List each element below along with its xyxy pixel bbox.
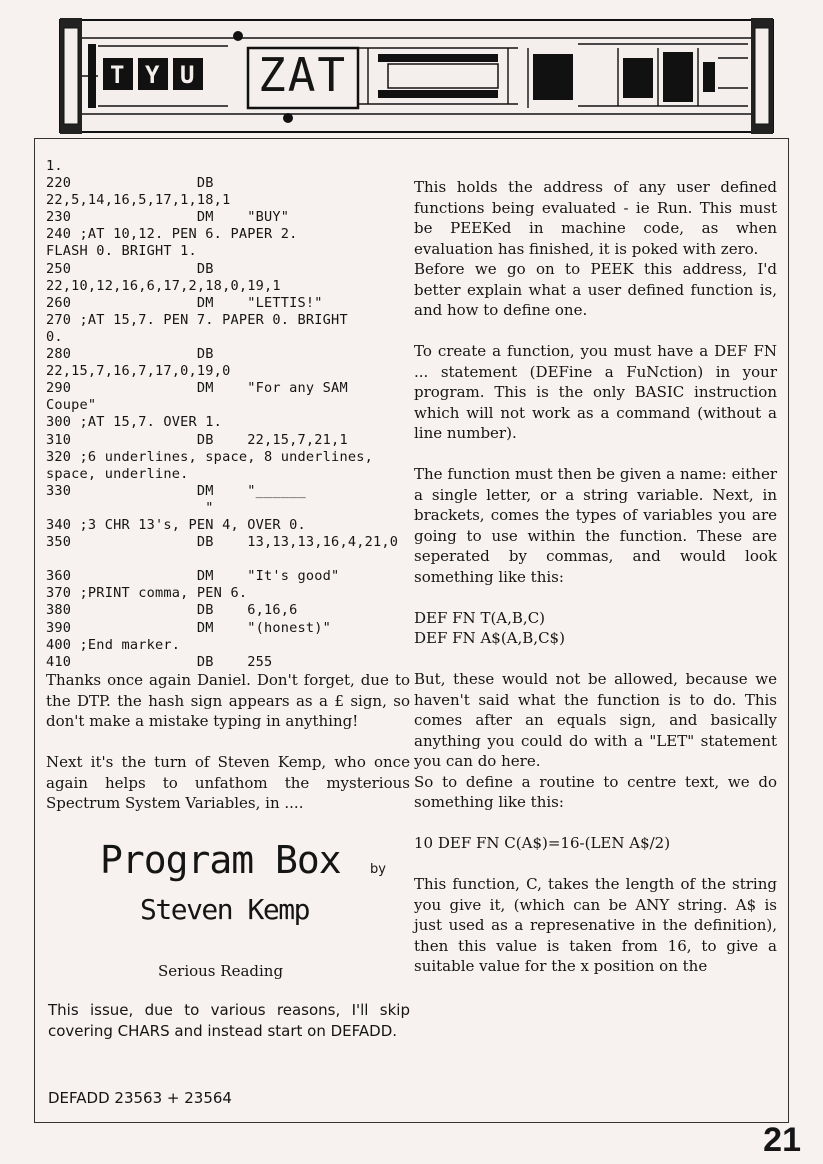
listing-line: 410 DB 255 — [46, 653, 273, 670]
listing-line: 340 ;3 CHR 13's, PEN 4, OVER 0. — [46, 516, 306, 533]
paragraph: So to define a routine to centre text, we do something like this: — [414, 772, 777, 811]
circuit-banner-graphic — [58, 18, 775, 134]
paragraph: Thanks once again Daniel. Don't forget, due to the DTP. the hash sign appears as a £ sign, so don't make a mistake typing in anything! — [46, 671, 410, 730]
listing-line: 22,10,12,16,6,17,2,18,0,19,1 — [46, 277, 281, 294]
program-box-author: Steven Kemp — [140, 893, 309, 926]
paragraph: This function, C, takes the length of the string you give it, (which can be ANY string. A$ is just used as a represenative in the definition), then this value is taken from 16, to give a suitable value for the x position on the — [414, 875, 777, 975]
listing-line: 240 ;AT 10,12. PEN 6. PAPER 2. — [46, 226, 298, 243]
paragraph: But, these would not be allowed, because we haven't said what the function is to do. This comes after an equals sign, and basically anything you could do with a "LET" statement you can do here. — [414, 670, 777, 770]
listing-line: 230 DM "BUY" — [46, 209, 290, 226]
listing-line: 250 DB — [46, 260, 214, 277]
magazine-masthead — [58, 18, 775, 134]
listing-line: 22,5,14,16,5,17,1,18,1 — [46, 192, 231, 209]
left-column-prose — [46, 670, 410, 834]
paragraph: To create a function, you must have a DEF FN ... statement (DEFine a FuNction) in your program. This is the only BASIC instruction which will not work as a command (without a line number). — [414, 342, 777, 442]
listing-line: 0. — [46, 328, 63, 345]
listing-line: 310 DB 22,15,7,21,1 — [46, 431, 348, 448]
listing-line: 270 ;AT 15,7. PEN 7. PAPER 0. BRIGHT — [46, 311, 348, 328]
listing-line: 22,15,7,16,7,17,0,19,0 — [46, 363, 231, 380]
logo-letter-y: Y — [145, 61, 160, 89]
listing-line: 320 ;6 underlines, space, 8 underlines, — [46, 448, 373, 465]
listing-line: 380 DB 6,16,6 — [46, 602, 298, 619]
defadd-intro-paragraph: This issue, due to various reasons, I'll skip covering CHARS and instead start on DEFADD. — [48, 1001, 410, 1040]
code-line: DEF FN T(A,B,C) — [414, 608, 546, 627]
basic-listing — [46, 158, 406, 671]
listing-line: " — [46, 499, 214, 516]
listing-line: 220 DB — [46, 175, 214, 192]
defadd-address-line: DEFADD 23563 + 23564 — [48, 1089, 232, 1107]
paragraph: Before we go on to PEEK this address, I'd better explain what a user defined function is, and how to define one. — [414, 260, 777, 319]
page-number: 21 — [763, 1121, 801, 1159]
listing-line: 290 DM "For any SAM — [46, 380, 348, 397]
program-box-by: by — [370, 862, 386, 877]
listing-line: 360 DM "It's good" — [46, 568, 340, 585]
paragraph: Next it's the turn of Steven Kemp, who once again helps to unfathom the mysterious Spectrum System Variables, in .... — [46, 753, 410, 812]
section-subheading: Serious Reading — [158, 962, 284, 980]
logo-letter-u: U — [180, 61, 195, 89]
logo-letter-t: T — [110, 61, 125, 89]
listing-line: 260 DM "LETTIS!" — [46, 294, 323, 311]
paragraph: This holds the address of any user defined functions being evaluated - ie Run. This must be PEEKed in machine code, as when evaluation has finished, it is poked with zero. — [414, 178, 777, 258]
listing-line: 1. — [46, 158, 63, 174]
listing-line: 390 DM "(honest)" — [46, 619, 332, 636]
logo-zat: ZAT — [258, 48, 348, 102]
code-line: DEF FN A$(A,B,C$) — [414, 629, 565, 647]
listing-line: 370 ;PRINT comma, PEN 6. — [46, 585, 248, 602]
listing-line: FLASH 0. BRIGHT 1. — [46, 243, 197, 260]
listing-line: Coupe" — [46, 397, 97, 414]
code-line: 10 DEF FN C(A$)=16-(LEN A$/2) — [414, 834, 671, 852]
listing-line: 350 DB 13,13,13,16,4,21,0 — [46, 534, 399, 551]
program-box-title: Program Box — [100, 838, 341, 882]
listing-line: 330 DM "______ — [46, 482, 306, 499]
listing-line: 300 ;AT 15,7. OVER 1. — [46, 414, 223, 431]
listing-line — [46, 551, 406, 568]
paragraph: The function must then be given a name: either a single letter, or a string variable. Next, in brackets, comes the types of variables you are going to use within the function. These are seperated by commas, and would look something like this: — [414, 465, 777, 586]
listing-line: 400 ;End marker. — [46, 636, 181, 653]
listing-line: 280 DB — [46, 346, 214, 363]
listing-line: space, underline. — [46, 465, 189, 482]
right-column-prose — [414, 177, 777, 997]
